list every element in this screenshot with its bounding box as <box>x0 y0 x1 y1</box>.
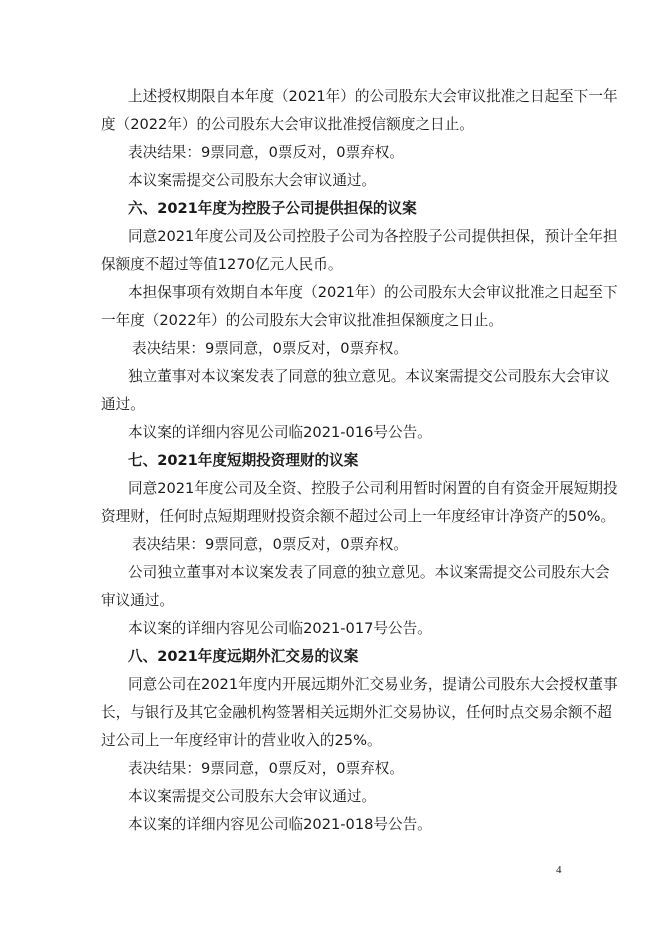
text-line: 公司独立董事对本议案发表了同意的独立意见。本议案需提交公司股东大会 <box>128 564 610 581</box>
paragraph <box>101 475 618 531</box>
text-line: 通过。 <box>101 396 145 413</box>
paragraph <box>101 811 562 839</box>
paragraph <box>101 139 562 167</box>
text-line: 资理财，任何时点短期理财投资余额不超过公司上一年度经审计净资产的50%。 <box>101 508 616 525</box>
paragraph <box>101 531 562 559</box>
text-line: 同意2021年度公司及全资、控股子公司利用暂时闲置的自有资金开展短期投 <box>128 480 618 497</box>
text-line: 一年度（2022年）的公司股东大会审议批准担保额度之日止。 <box>101 312 503 329</box>
text-line: 本议案的详细内容见公司临2021-018号公告。 <box>128 816 432 833</box>
text-line: 本担保事项有效期自本年度（2021年）的公司股东大会审议批准之日起至下 <box>128 284 618 301</box>
text-line: 六、2021年度为控股子公司提供担保的议案 <box>128 200 417 217</box>
text-line: 表决结果：9票同意，0票反对，0票弃权。 <box>128 760 404 777</box>
text-line: 保额度不超过等值1270亿元人民币。 <box>101 256 343 273</box>
text-line: 本议案需提交公司股东大会审议通过。 <box>128 172 377 189</box>
section-heading <box>101 447 562 475</box>
text-line: 八、2021年度远期外汇交易的议案 <box>128 648 359 665</box>
text-line: 过公司上一年度经审计的营业收入的25%。 <box>101 732 382 749</box>
paragraph <box>101 83 618 139</box>
text-line: 度（2022年）的公司股东大会审议批准授信额度之日止。 <box>101 116 474 133</box>
section-heading <box>101 643 562 671</box>
section-heading <box>101 195 562 223</box>
text-line: 长，与银行及其它金融机构签署相关远期外汇交易协议，任何时点交易余额不超 <box>101 704 612 721</box>
page-number: 4 <box>556 864 562 876</box>
text-line: 七、2021年度短期投资理财的议案 <box>128 452 359 469</box>
paragraph <box>101 559 610 615</box>
text-line: 独立董事对本议案发表了同意的独立意见。本议案需提交公司股东大会审议 <box>128 368 610 385</box>
text-line: 表决结果：9票同意，0票反对，0票弃权。 <box>132 340 408 357</box>
text-line: 本议案的详细内容见公司临2021-016号公告。 <box>128 424 432 441</box>
paragraph <box>101 363 610 419</box>
text-line: 表决结果：9票同意，0票反对，0票弃权。 <box>128 144 404 161</box>
paragraph <box>101 419 562 447</box>
text-line: 上述授权期限自本年度（2021年）的公司股东大会审议批准之日起至下一年 <box>128 88 618 105</box>
text-line: 本议案需提交公司股东大会审议通过。 <box>128 788 377 805</box>
text-line: 表决结果：9票同意，0票反对，0票弃权。 <box>132 536 408 553</box>
text-line: 同意2021年度公司及公司控股子公司为各控股子公司提供担保，预计全年担 <box>128 228 618 245</box>
paragraph <box>101 615 562 643</box>
paragraph <box>101 223 618 279</box>
text-line: 同意公司在2021年度内开展远期外汇交易业务，提请公司股东大会授权董事 <box>128 676 618 693</box>
paragraph <box>101 755 562 783</box>
paragraph <box>101 279 618 335</box>
text-line: 本议案的详细内容见公司临2021-017号公告。 <box>128 620 432 637</box>
paragraph <box>101 167 562 195</box>
paragraph <box>101 783 562 811</box>
paragraph <box>101 335 562 363</box>
text-line: 审议通过。 <box>101 592 174 609</box>
paragraph <box>101 671 618 755</box>
document-body <box>101 83 618 839</box>
